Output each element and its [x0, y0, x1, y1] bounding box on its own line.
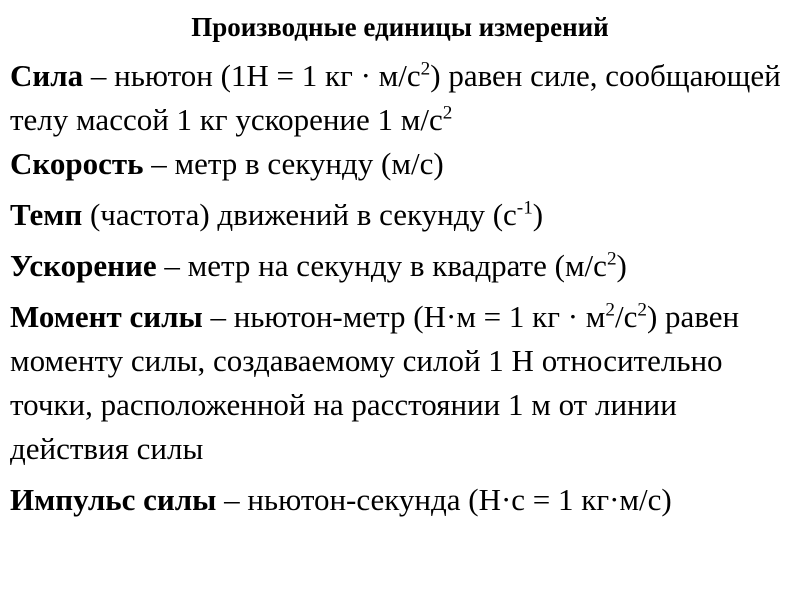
term-impulse: Импульс силы [10, 482, 217, 517]
speed-text: – метр в секунду (м/с) [143, 146, 444, 181]
tempo-sup: -1 [516, 197, 533, 219]
impulse-text: – ньютон-секунда (Н·с = 1 кг·м/с) [216, 482, 672, 517]
acceleration-text-1: – метр на секунду в квадрате (м/с [156, 248, 607, 283]
term-speed: Скорость [10, 146, 144, 181]
force-sup-1: 2 [420, 58, 431, 80]
definition-moment [10, 295, 790, 471]
definition-speed [10, 142, 790, 186]
tempo-text-1: (частота) движений в секунду (с [82, 197, 517, 232]
force-text-1: – ньютон (1Н = 1 кг · м/с [83, 58, 421, 93]
term-moment: Момент силы [10, 299, 203, 334]
tempo-text-2: ) [532, 197, 544, 232]
moment-text-3: ) равен моменту силы, создаваемому силой 1 Н относительно точки, расположенной на расстоянии 1 м от линии действия силы [10, 299, 740, 466]
acceleration-text-2: ) [616, 248, 627, 283]
term-force: Сила [10, 58, 84, 93]
definition-acceleration [10, 244, 790, 288]
term-tempo: Темп [10, 197, 83, 232]
moment-text-2: /с [615, 299, 638, 334]
slide-title: Производные единицы измерений [191, 12, 609, 42]
definition-tempo [10, 193, 790, 237]
term-acceleration: Ускорение [10, 248, 157, 283]
definition-impulse [10, 478, 790, 522]
moment-text-1: – ньютон-метр (Н·м = 1 кг · м [202, 299, 606, 334]
moment-sup-1: 2 [605, 299, 615, 321]
force-sup-2: 2 [442, 102, 453, 124]
definition-force [10, 54, 790, 142]
force-text-2: ) равен силе, сообщающей телу массой 1 кг ускорение 1 м/с [10, 58, 781, 137]
moment-sup-2: 2 [637, 299, 647, 321]
acceleration-sup: 2 [606, 248, 617, 270]
